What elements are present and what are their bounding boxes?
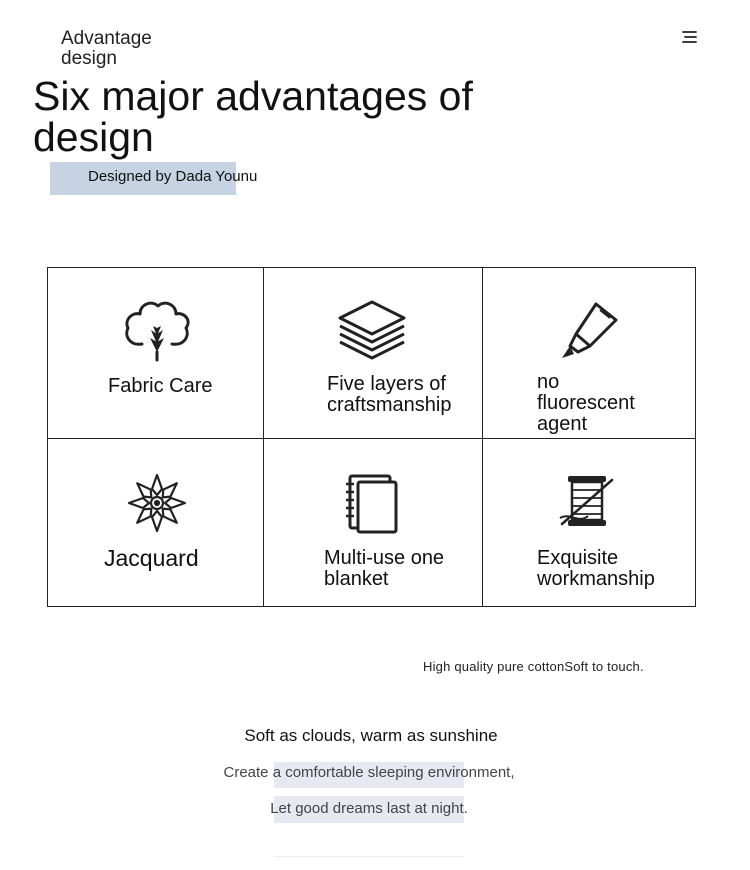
feature-label-no-fluorescent: [537, 372, 635, 435]
feature-label-line: agent: [537, 413, 588, 435]
feature-label-line: no: [537, 371, 560, 393]
grid-divider: [263, 268, 264, 606]
feature-label-line: fluorescent: [537, 392, 635, 414]
thread-spool-needle-icon: [558, 472, 620, 537]
divider: [274, 856, 464, 857]
brand-logo: [61, 29, 152, 69]
feature-label-five-layers: [327, 374, 452, 416]
feature-label-line: Jacquard: [104, 545, 199, 571]
page-title: [33, 73, 513, 160]
hamburger-menu-icon[interactable]: [680, 30, 698, 44]
grid-divider: [48, 438, 695, 439]
jacquard-flower-icon: [126, 472, 188, 539]
feature-label-exquisite: [537, 548, 655, 590]
page-title-line-1: Six major advantages of: [33, 73, 473, 119]
feature-label-fabric-care: [108, 376, 212, 397]
brand-line-1: Advantage: [61, 28, 152, 49]
feature-label-line: Fabric Care: [108, 375, 213, 397]
feature-label-line: blanket: [324, 568, 389, 590]
slogan-line-1: Create a comfortable sleeping environment,: [223, 764, 515, 781]
highlighter-icon: [556, 300, 622, 367]
brand-line-2: design: [61, 48, 117, 69]
product-tagline: High quality pure cottonSoft to touch.: [423, 659, 644, 674]
cotton-flower-icon: [122, 300, 192, 367]
feature-label-jacquard: [104, 545, 199, 571]
feature-label-line: craftsmanship: [327, 394, 452, 416]
notebook-icon: [342, 472, 400, 539]
slogan-title: Soft as clouds, warm as sunshine: [244, 726, 498, 745]
feature-label-line: Exquisite: [537, 547, 619, 569]
slogan-line-2: Let good dreams last at night.: [270, 800, 468, 817]
designer-credit: Designed by Dada Younu: [88, 168, 258, 185]
feature-label-line: workmanship: [537, 568, 655, 590]
stacked-layers-icon: [336, 298, 408, 369]
feature-label-multi-use: [324, 548, 444, 590]
features-grid: [47, 267, 696, 607]
grid-divider: [482, 268, 483, 606]
feature-label-line: Five layers of: [327, 373, 446, 395]
feature-label-line: Multi-use one: [324, 547, 445, 569]
page-title-line-2: design: [33, 114, 154, 160]
